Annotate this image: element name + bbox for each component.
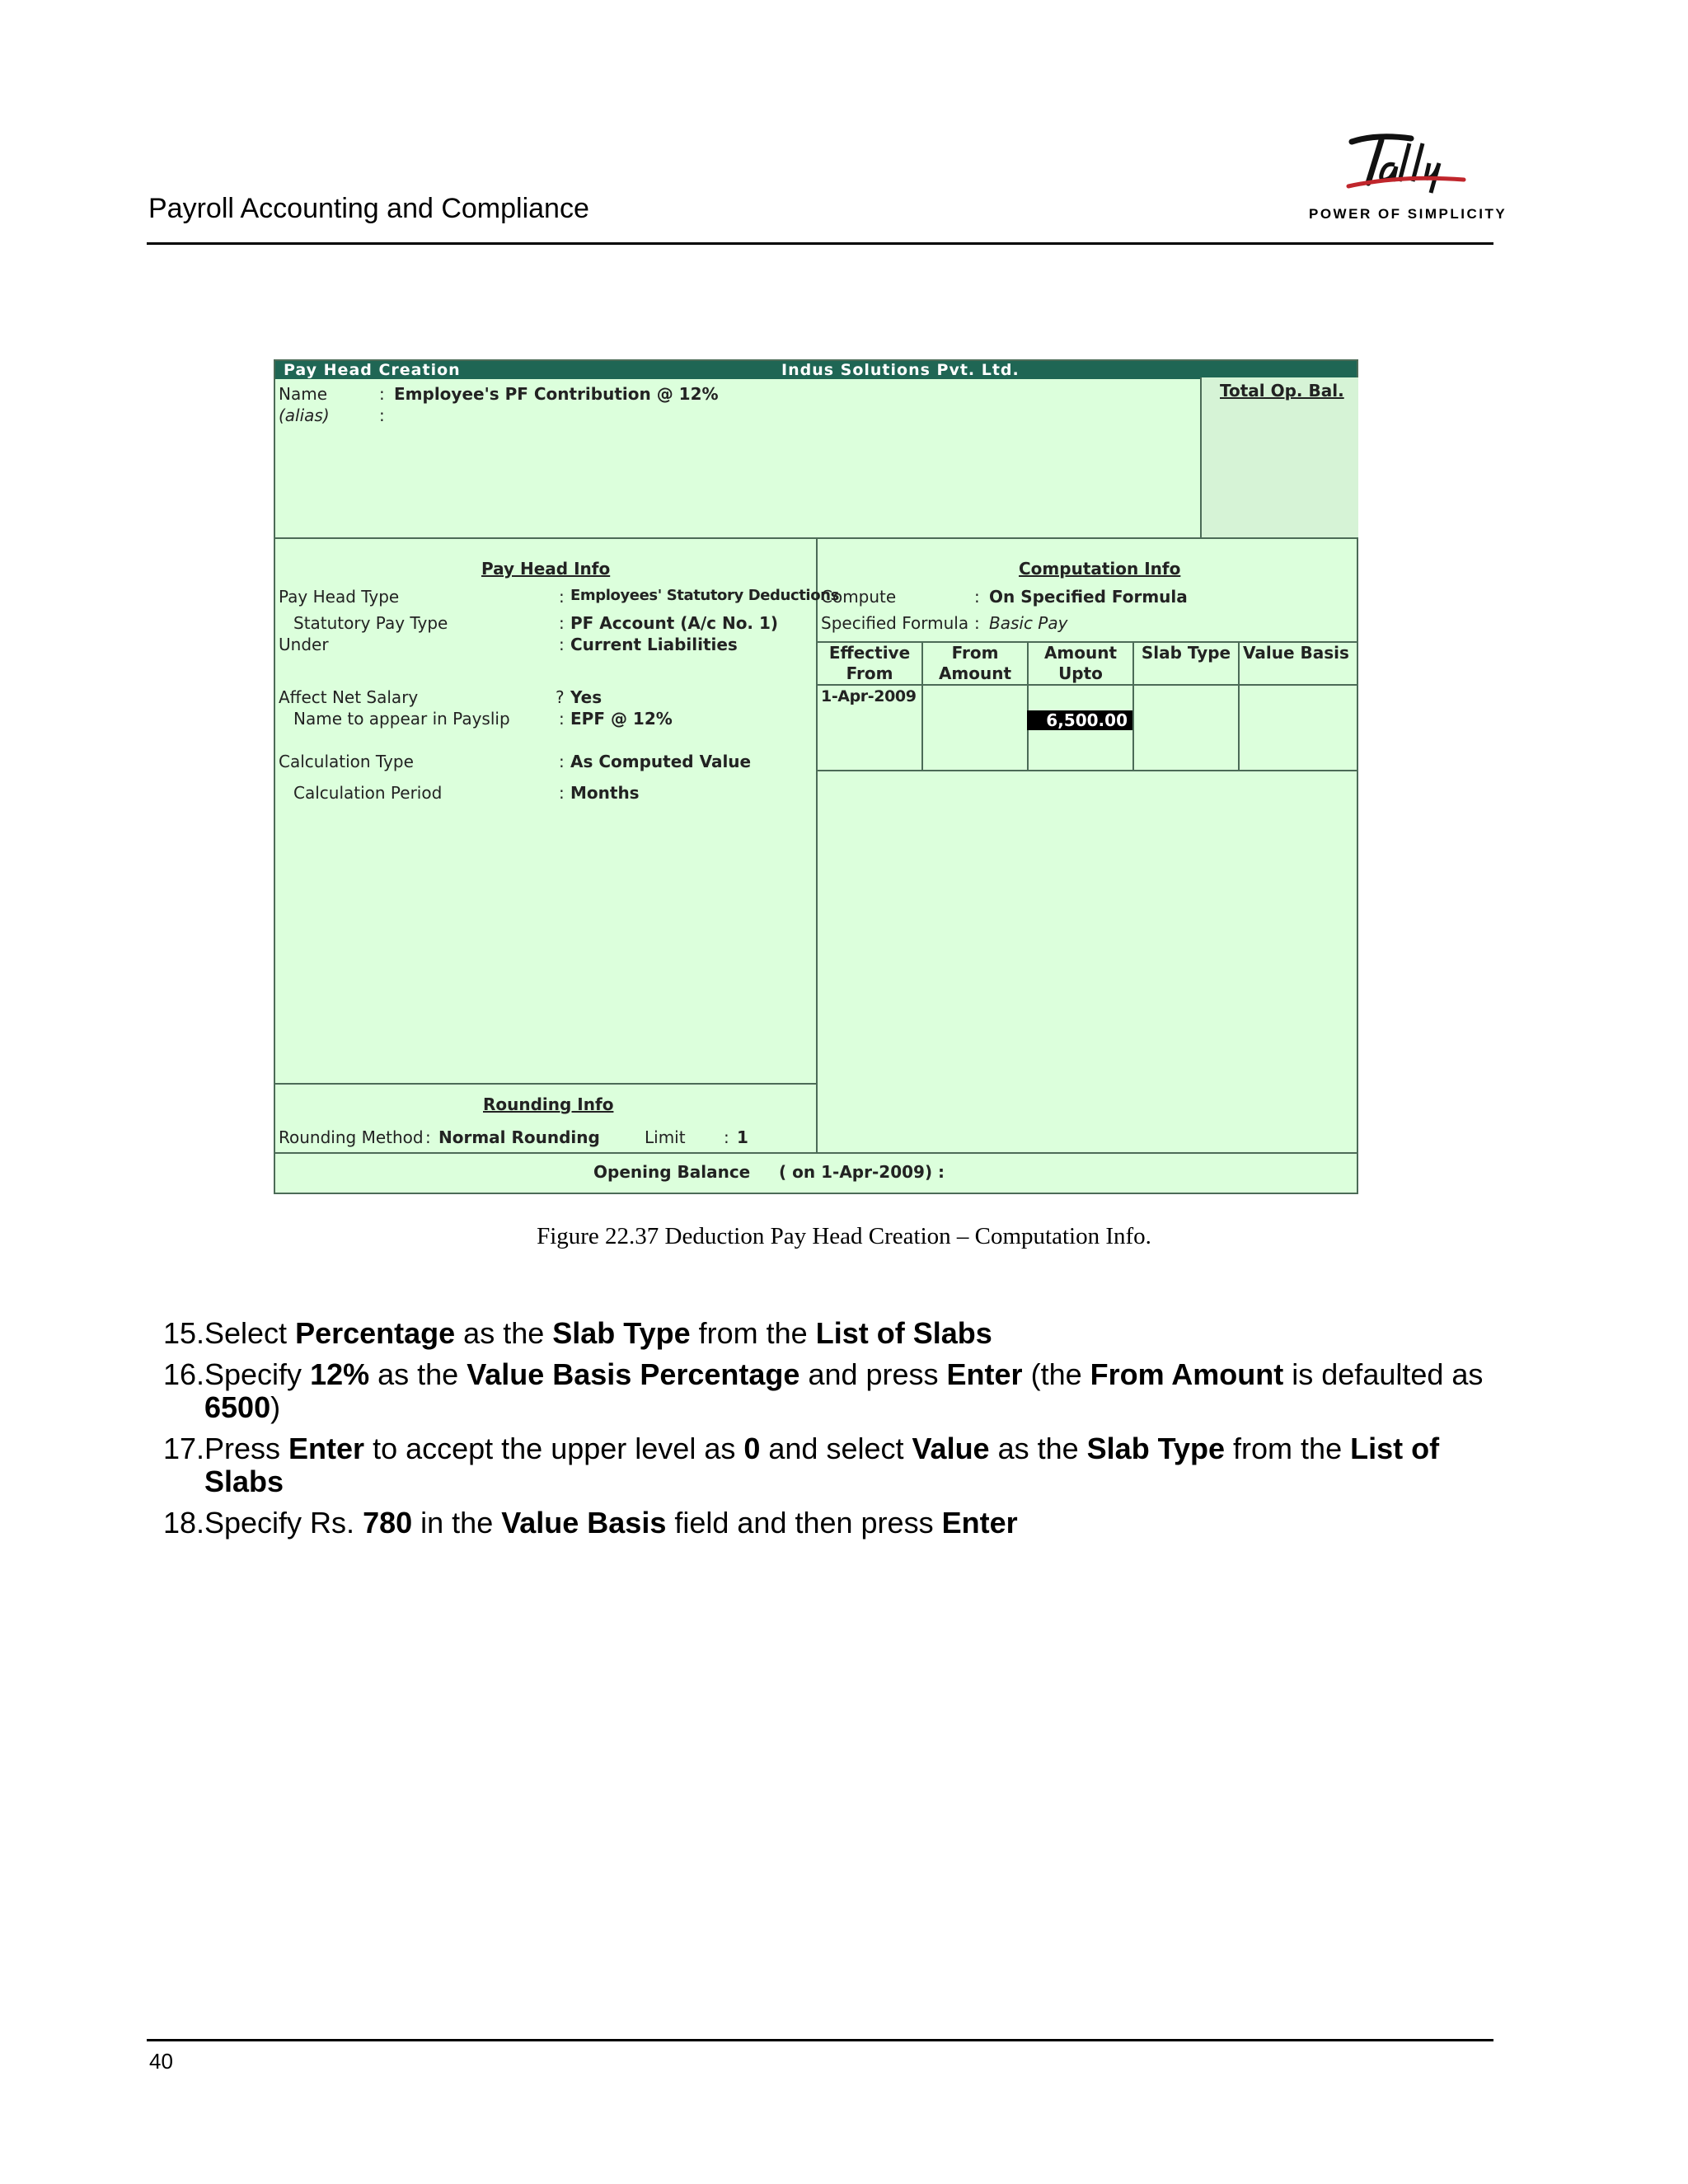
under-field[interactable]: Current Liabilities [570, 635, 738, 654]
calculation-period-colon: : [559, 783, 565, 803]
step-text: ) [270, 1390, 281, 1424]
company-name: Indus Solutions Pvt. Ltd. [781, 361, 1020, 379]
step-keyword: 12% [310, 1357, 370, 1391]
screen-title: Pay Head Creation [284, 361, 461, 379]
col-effective-from-line1: Effective [828, 643, 911, 663]
rounding-limit-field[interactable]: 1 [737, 1127, 748, 1147]
step-text: from the [690, 1316, 816, 1350]
screen-titlebar [275, 361, 1357, 379]
step-keyword: Slab Type [552, 1316, 691, 1350]
step-keyword: Enter [946, 1357, 1023, 1391]
specified-formula-label: Specified Formula [821, 613, 969, 633]
computation-info-heading: Computation Info [1019, 559, 1181, 579]
rounding-info-heading: Rounding Info [483, 1094, 614, 1114]
column-divider [816, 537, 818, 1154]
compute-field[interactable]: On Specified Formula [989, 587, 1188, 607]
under-colon: : [559, 635, 565, 654]
rounding-method-label: Rounding Method [279, 1127, 424, 1147]
tally-logo [1302, 132, 1507, 227]
step-15 [163, 1317, 1498, 1350]
step-keyword: 6500 [204, 1390, 271, 1424]
figure-caption: Figure 22.37 Deduction Pay Head Creation – Computation Info. [537, 1223, 1151, 1249]
step-number: 18. [163, 1506, 205, 1540]
affect-net-salary-field[interactable]: Yes [570, 687, 603, 707]
affect-net-salary-label: Affect Net Salary [279, 687, 419, 707]
col-from-amount-line2: Amount [938, 663, 1012, 683]
step-keyword: 780 [363, 1506, 413, 1540]
compute-label: Compute [821, 587, 897, 607]
col-from-amount-line1: From [951, 643, 999, 663]
step-16 [163, 1358, 1498, 1424]
total-op-bal-label: Total Op. Bal. [1220, 381, 1344, 401]
document-title: Payroll Accounting and Compliance [148, 193, 589, 224]
statutory-pay-type-colon: : [559, 613, 565, 633]
affect-net-salary-prompt: ? [556, 687, 565, 707]
specified-formula-field[interactable]: Basic Pay [989, 613, 1068, 633]
step-keyword: List of Slabs [204, 1432, 1440, 1498]
pay-head-type-label: Pay Head Type [279, 587, 400, 607]
step-text: as the [455, 1316, 553, 1350]
name-colon: : [379, 384, 385, 404]
page-number: 40 [149, 2049, 173, 2074]
step-text: as the [989, 1432, 1087, 1465]
step-keyword: Percentage [295, 1316, 456, 1350]
step-number: 15. [163, 1316, 205, 1350]
alias-label: (alias) [279, 405, 330, 425]
name-in-payslip-colon: : [559, 709, 565, 729]
step-keyword: Value Basis Percentage [467, 1357, 800, 1391]
calculation-type-field[interactable]: As Computed Value [570, 752, 752, 771]
step-text: in the [412, 1506, 502, 1540]
footer-rule [147, 2039, 1493, 2041]
rounding-method-colon: : [425, 1127, 431, 1147]
step-number: 17. [163, 1432, 205, 1465]
step-17 [163, 1432, 1498, 1498]
step-text: is defaulted as [1283, 1357, 1484, 1391]
col-effective-from [818, 643, 921, 684]
name-field[interactable]: Employee's PF Contribution @ 12% [394, 384, 719, 404]
slab-table-bottom [816, 770, 1358, 771]
col-slab-type [1134, 643, 1238, 663]
step-keyword: From Amount [1090, 1357, 1284, 1391]
slab-table-header-bottom [816, 684, 1358, 686]
alias-colon: : [379, 405, 385, 425]
statutory-pay-type-field[interactable]: PF Account (A/c No. 1) [570, 613, 779, 633]
col-value-basis-label: Value Basis [1243, 643, 1349, 663]
specified-formula-colon: : [974, 613, 980, 633]
col-value-basis [1240, 643, 1357, 663]
under-label: Under [279, 635, 329, 654]
calculation-type-colon: : [559, 752, 565, 771]
step-keyword: Enter [288, 1432, 365, 1465]
step-text: Select [204, 1316, 296, 1350]
amount-upto-cell[interactable]: 6,500.00 [1027, 710, 1132, 730]
opening-balance-field[interactable]: Opening Balance ( on 1-Apr-2009) : [593, 1162, 945, 1182]
step-text: Press [204, 1432, 289, 1465]
col-amount-upto [1029, 643, 1132, 684]
name-in-payslip-label: Name to appear in Payslip [293, 709, 510, 729]
step-text: (the [1022, 1357, 1090, 1391]
step-keyword: Value [912, 1432, 990, 1465]
step-text: Specify Rs. [204, 1506, 363, 1540]
col-effective-from-line2: From [846, 663, 893, 683]
rounding-method-field[interactable]: Normal Rounding [438, 1127, 600, 1147]
col-from-amount [923, 643, 1027, 684]
tally-pay-head-screen [274, 359, 1358, 1194]
col-slab-type-label: Slab Type [1141, 643, 1231, 663]
compute-colon: : [974, 587, 980, 607]
col-amount-upto-line2: Upto [1058, 663, 1103, 683]
rounding-limit-label: Limit [645, 1127, 686, 1147]
step-text: from the [1225, 1432, 1351, 1465]
opening-balance-divider [275, 1152, 1357, 1154]
calculation-period-label: Calculation Period [293, 783, 443, 803]
step-text: and select [760, 1432, 912, 1465]
step-text: to accept the upper level as [364, 1432, 744, 1465]
calculation-period-field[interactable]: Months [570, 783, 640, 803]
step-keyword: Enter [941, 1506, 1018, 1540]
pay-head-type-colon: : [559, 587, 565, 607]
header-rule [147, 242, 1493, 245]
step-text: and press [799, 1357, 947, 1391]
instruction-steps [163, 1317, 1498, 1548]
step-18 [163, 1507, 1498, 1540]
col-amount-upto-line1: Amount [1043, 643, 1118, 663]
pay-head-type-field[interactable]: Employees' Statutory Deductions [570, 587, 839, 604]
step-number: 16. [163, 1357, 205, 1391]
pay-head-info-heading: Pay Head Info [481, 559, 611, 579]
step-text: Specify [204, 1357, 311, 1391]
step-keyword: Slab Type [1086, 1432, 1226, 1465]
step-text: as the [369, 1357, 467, 1391]
step-keyword: List of Slabs [815, 1316, 992, 1350]
name-label: Name [279, 384, 328, 404]
logo-tagline: POWER OF SIMPLICITY [1309, 206, 1507, 222]
tally-wordmark-icon [1343, 132, 1467, 194]
name-in-payslip-field[interactable]: EPF @ 12% [570, 709, 673, 729]
step-keyword: Value Basis [501, 1506, 667, 1540]
statutory-pay-type-label: Statutory Pay Type [293, 613, 448, 633]
rounding-limit-colon: : [724, 1127, 729, 1147]
total-op-bal-panel [1200, 377, 1358, 539]
step-keyword: 0 [743, 1432, 761, 1465]
step-text: field and then press [666, 1506, 942, 1540]
calculation-type-label: Calculation Type [279, 752, 414, 771]
rounding-divider [275, 1083, 818, 1085]
effective-from-cell[interactable]: 1-Apr-2009 [821, 687, 917, 705]
